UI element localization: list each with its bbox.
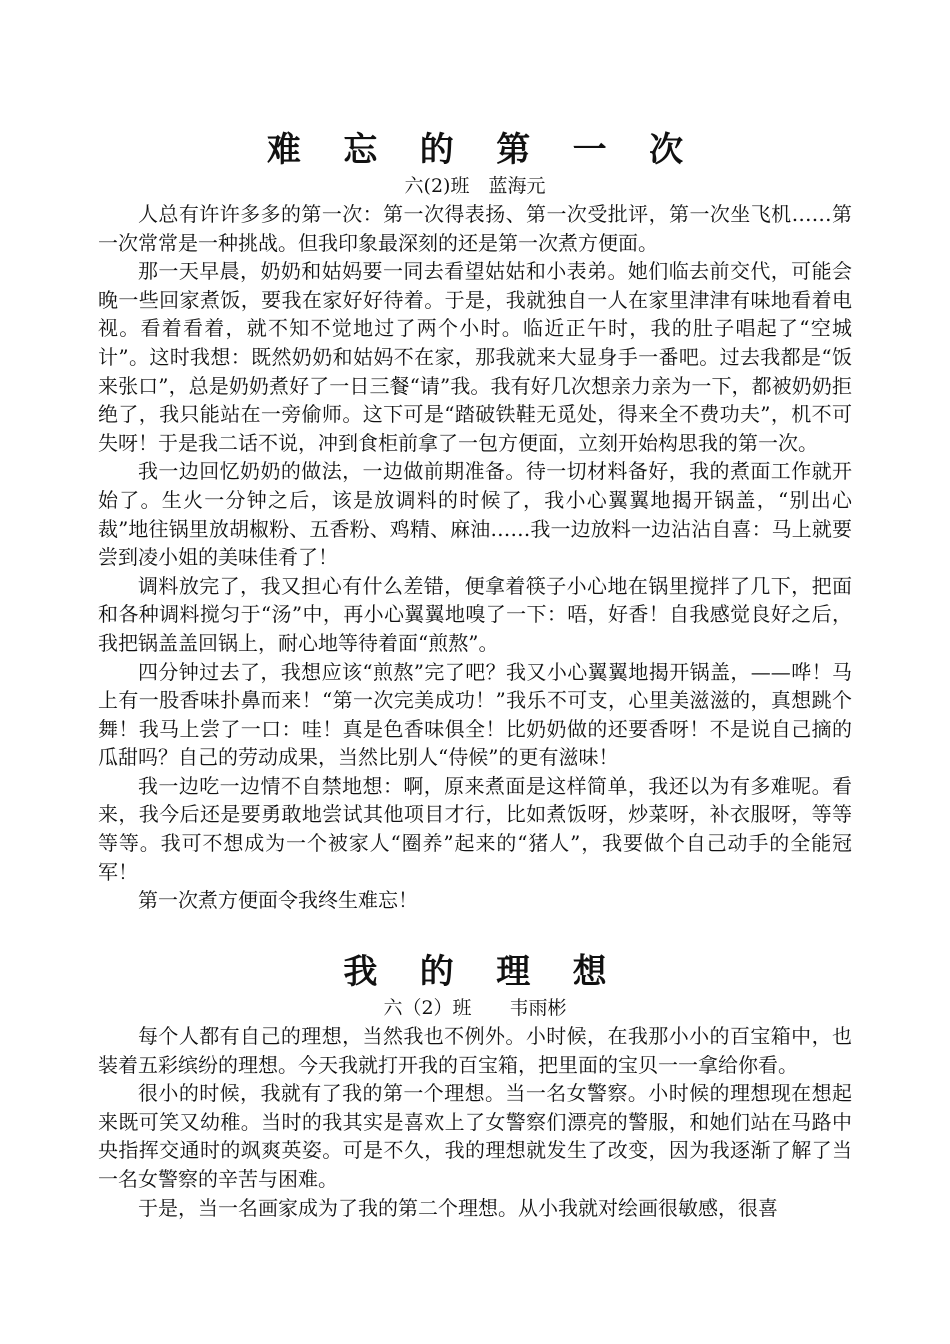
paragraph: 调料放完了，我又担心有什么差错，便拿着筷子小心地在锅里搅拌了几下，把面和各种调料搅匀于“汤”中，再小心翼翼地嗅了一下：唔，好香！自我感觉良好之后，我把锅盖盖回锅上，耐心地等待着面“煎熬”。 [98, 573, 852, 655]
essay-author: 六(2)班 蓝海元 [404, 175, 546, 197]
essay-my-dream [98, 950, 852, 1222]
paragraph: 每个人都有自己的理想，当然我也不例外。小时候，在我那小小的百宝箱中，也装着五彩缤纷的理想。今天我就打开我的百宝箱，把里面的宝贝一一拿给你看。 [98, 1024, 852, 1077]
paragraph: 四分钟过去了，我想应该“煎熬”完了吧？我又小心翼翼地揭开锅盖，——哗！马上有一股香味扑鼻而来！“第一次完美成功！”我乐不可支，心里美滋滋的，真想跳个舞！我马上尝了一口：哇！真是色香味俱全！比奶奶做的还要香呀！不是说自己摘的瓜甜吗？自己的劳动成果，当然比别人“侍候”的更有滋味！ [98, 659, 852, 770]
paragraph: 人总有许许多多的第一次：第一次得表扬、第一次受批评，第一次坐飞机……第一次常常是一种挑战。但我印象最深刻的还是第一次煮方便面。 [98, 202, 852, 255]
essay-title: 难 忘 的 第 一 次 [266, 130, 699, 170]
essay-first-time [98, 128, 852, 915]
paragraph: 很小的时候，我就有了我的第一个理想。当一名女警察。小时候的理想现在想起来既可笑又幼稚。当时的我其实是喜欢上了女警察们漂亮的警服，和她们站在马路中央指挥交通时的飒爽英姿。可是不久，我的理想就发生了改变，因为我逐渐了解了当一名女警察的辛苦与困难。 [98, 1081, 852, 1191]
paragraph: 于是，当一名画家成为了我的第二个理想。从小我就对绘画很敏感，很喜 [138, 1195, 778, 1220]
essay-author: 六（2）班 韦雨彬 [383, 997, 567, 1019]
paragraph: 第一次煮方便面令我终生难忘！ [138, 888, 418, 913]
paragraph: 那一天早晨，奶奶和姑妈要一同去看望姑姑和小表弟。她们临去前交代，可能会晚一些回家煮饭，要我在家好好待着。于是，我就独自一人在家里津津有味地看着电视。看着看着，就不知不觉地过了两个小时。临近正午时，我的肚子唱起了“空城计”。这时我想：既然奶奶和姑妈不在家，那我就来大显身手一番吧。过去我都是“饭来张口”，总是奶奶煮好了一日三餐“请”我。我有好几次想亲力亲为一下，都被奶奶拒绝了，我只能站在一旁偷师。这下可是“踏破铁鞋无觅处，得来全不费功夫”，机不可失呀！于是我二话不说，冲到食柜前拿了一包方便面，立刻开始构思我的第一次。 [98, 259, 852, 455]
paragraph: 我一边吃一边情不自禁地想：啊，原来煮面是这样简单，我还以为有多难呢。看来，我今后还是要勇敢地尝试其他项目才行，比如煮饭呀，炒菜呀，补衣服呀，等等等等。我可不想成为一个被家人“圈养”起来的“猪人”，我要做个自己动手的全能冠军！ [98, 773, 852, 884]
paragraph: 我一边回忆奶奶的做法，一边做前期准备。待一切材料备好，我的煮面工作就开始了。生火一分钟之后，该是放调料的时候了，我小心翼翼地揭开锅盖，“别出心裁”地往锅里放胡椒粉、五香粉、鸡精、麻油……我一边放料一边沾沾自喜：马上就要尝到凌小姐的美味佳肴了！ [98, 459, 852, 570]
essay-title: 我 的 理 想 [343, 952, 622, 992]
